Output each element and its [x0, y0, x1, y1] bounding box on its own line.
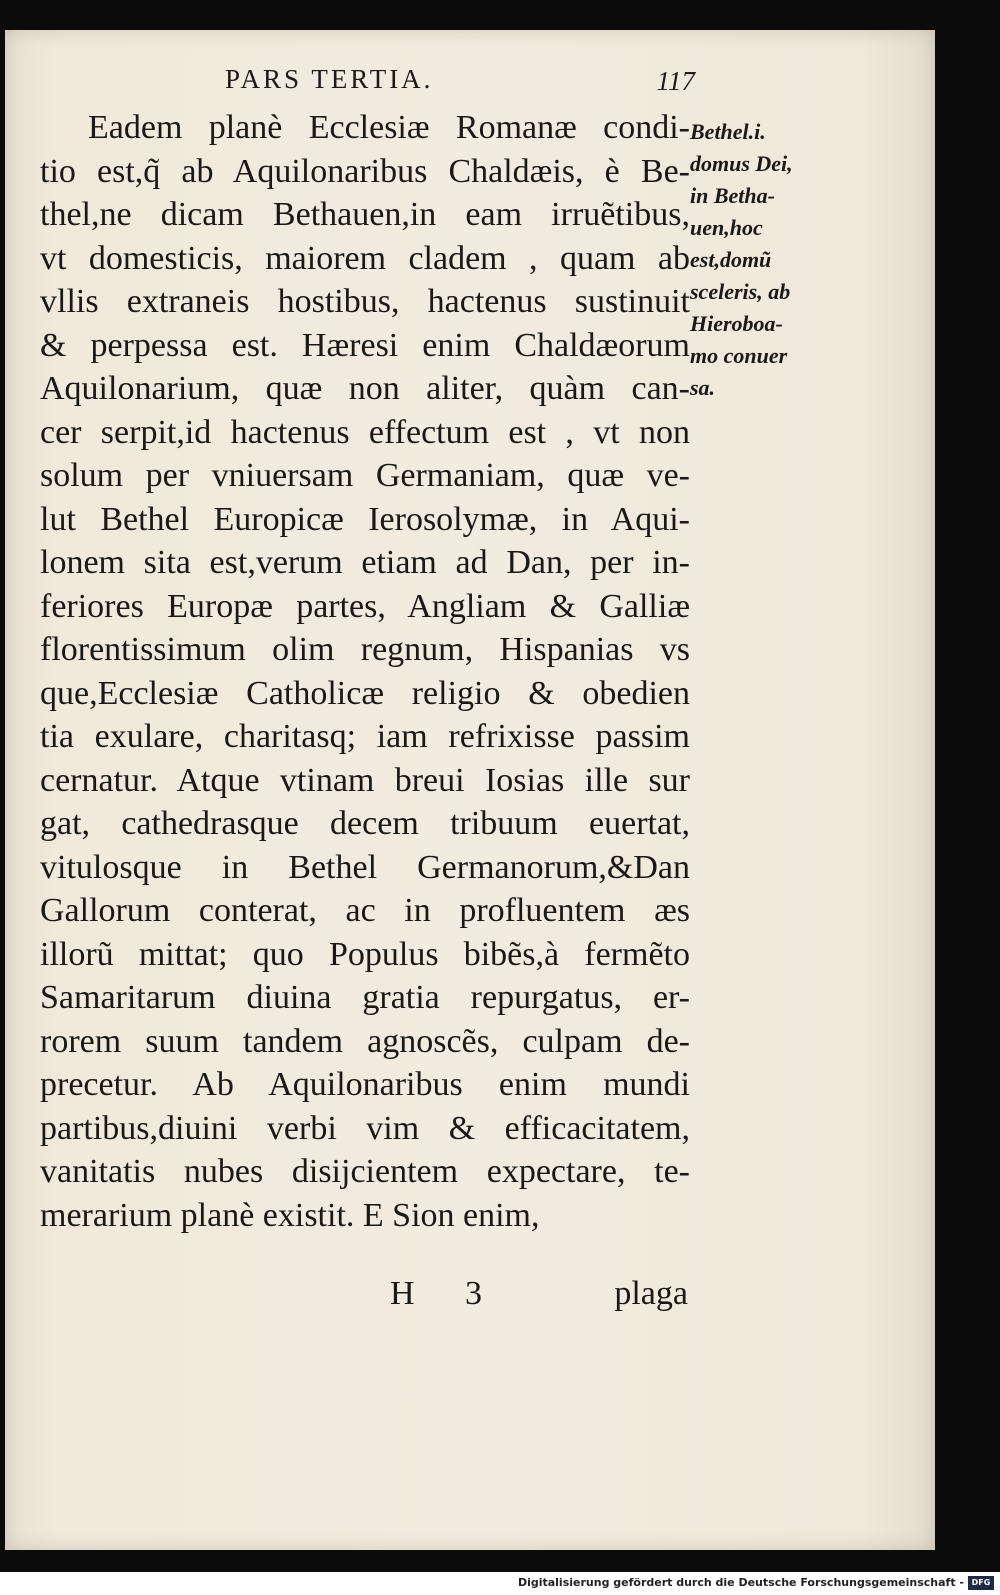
text-line: cer serpit,id hactenus effectum est , vt non: [40, 413, 690, 451]
text-line: precetur. Ab Aquilonaribus enim mundi: [40, 1066, 690, 1103]
margin-note-line: in Betha-: [690, 183, 775, 208]
text-line: merarium planè existit. E Sion enim,: [40, 1196, 540, 1234]
text-line: Aquilonarium, quæ non aliter, quàm can-: [40, 370, 690, 407]
text-line: que,Ecclesiæ Catholicæ religio & obedien: [40, 674, 690, 712]
margin-note-line: sceleris, ab: [690, 279, 791, 304]
running-title: PARS TERTIA.: [225, 64, 434, 94]
signature-mark: H: [390, 1275, 415, 1312]
text-line: vanitatis nubes disijcientem expectare, te-: [40, 1153, 690, 1190]
margin-note-line: Hieroboa-: [690, 311, 783, 336]
text-line: vllis extraneis hostibus, hactenus sustinuit: [40, 283, 690, 320]
margin-note-line: domus Dei,: [690, 151, 793, 176]
margin-note: [690, 116, 830, 404]
margin-note-line: mo conuer: [690, 343, 788, 368]
text-line: partibus,diuini verbi vim & efficacitatem,: [40, 1109, 690, 1147]
catchline: [40, 1275, 690, 1319]
margin-note-line: sa.: [690, 375, 716, 400]
catchword: plaga: [614, 1275, 688, 1312]
text-line: solum per vniuersam Germaniam, quæ ve-: [40, 457, 690, 494]
text-line: florentissimum olim regnum, Hispanias vs: [40, 631, 690, 668]
text-line: lut Bethel Europicæ Ierosolymæ, in Aqui-: [40, 500, 690, 538]
footer-bar: [0, 1572, 1000, 1595]
margin-note-line: uen,hoc: [690, 215, 763, 240]
text-line: vt domesticis, maiorem cladem , quam ab: [40, 239, 690, 277]
running-head: [225, 64, 705, 100]
text-line: rorem suum tandem agnoscẽs, culpam de-: [40, 1022, 690, 1060]
text-line: tio est,q̃ ab Aquilonaribus Chaldæis, è Be-: [40, 152, 690, 190]
text-line: lonem sita est,verum etiam ad Dan, per in-: [40, 544, 690, 581]
dfg-logo-icon: DFG: [968, 1576, 994, 1590]
page-number: 117: [656, 66, 695, 96]
text-line: illorũ mittat; quo Populus bibẽs,à fermẽto: [40, 935, 690, 973]
text-line: thel,ne dicam Bethauen,in eam irruẽtibus,: [40, 196, 690, 233]
margin-note-line: est,domũ: [690, 247, 772, 272]
signature-number: 3: [465, 1275, 482, 1312]
text-line: Eadem planè Ecclesiæ Romanæ condi-: [88, 109, 690, 146]
text-line: cernatur. Atque vtinam breui Iosias ille sur: [40, 761, 690, 799]
funding-credit: Digitalisierung gefördert durch die Deutsche Forschungsgemeinschaft -: [517, 1576, 964, 1589]
text-line: vitulosque in Bethel Germanorum,&Dan: [40, 848, 690, 886]
margin-note-line: Bethel.i.: [690, 119, 766, 144]
text-line: Samaritarum diuina gratia repurgatus, er-: [40, 979, 690, 1016]
text-line: feriores Europæ partes, Angliam & Galliæ: [40, 587, 690, 625]
text-line: gat, cathedrasque decem tribuum euertat,: [40, 805, 690, 842]
main-text-block: [40, 106, 690, 1237]
text-line: tia exulare, charitasq; iam refrixisse passim: [40, 718, 690, 755]
text-line: & perpessa est. Hæresi enim Chaldæorum: [40, 326, 690, 364]
text-line: Gallorum conterat, ac in profluentem æs: [40, 892, 690, 929]
